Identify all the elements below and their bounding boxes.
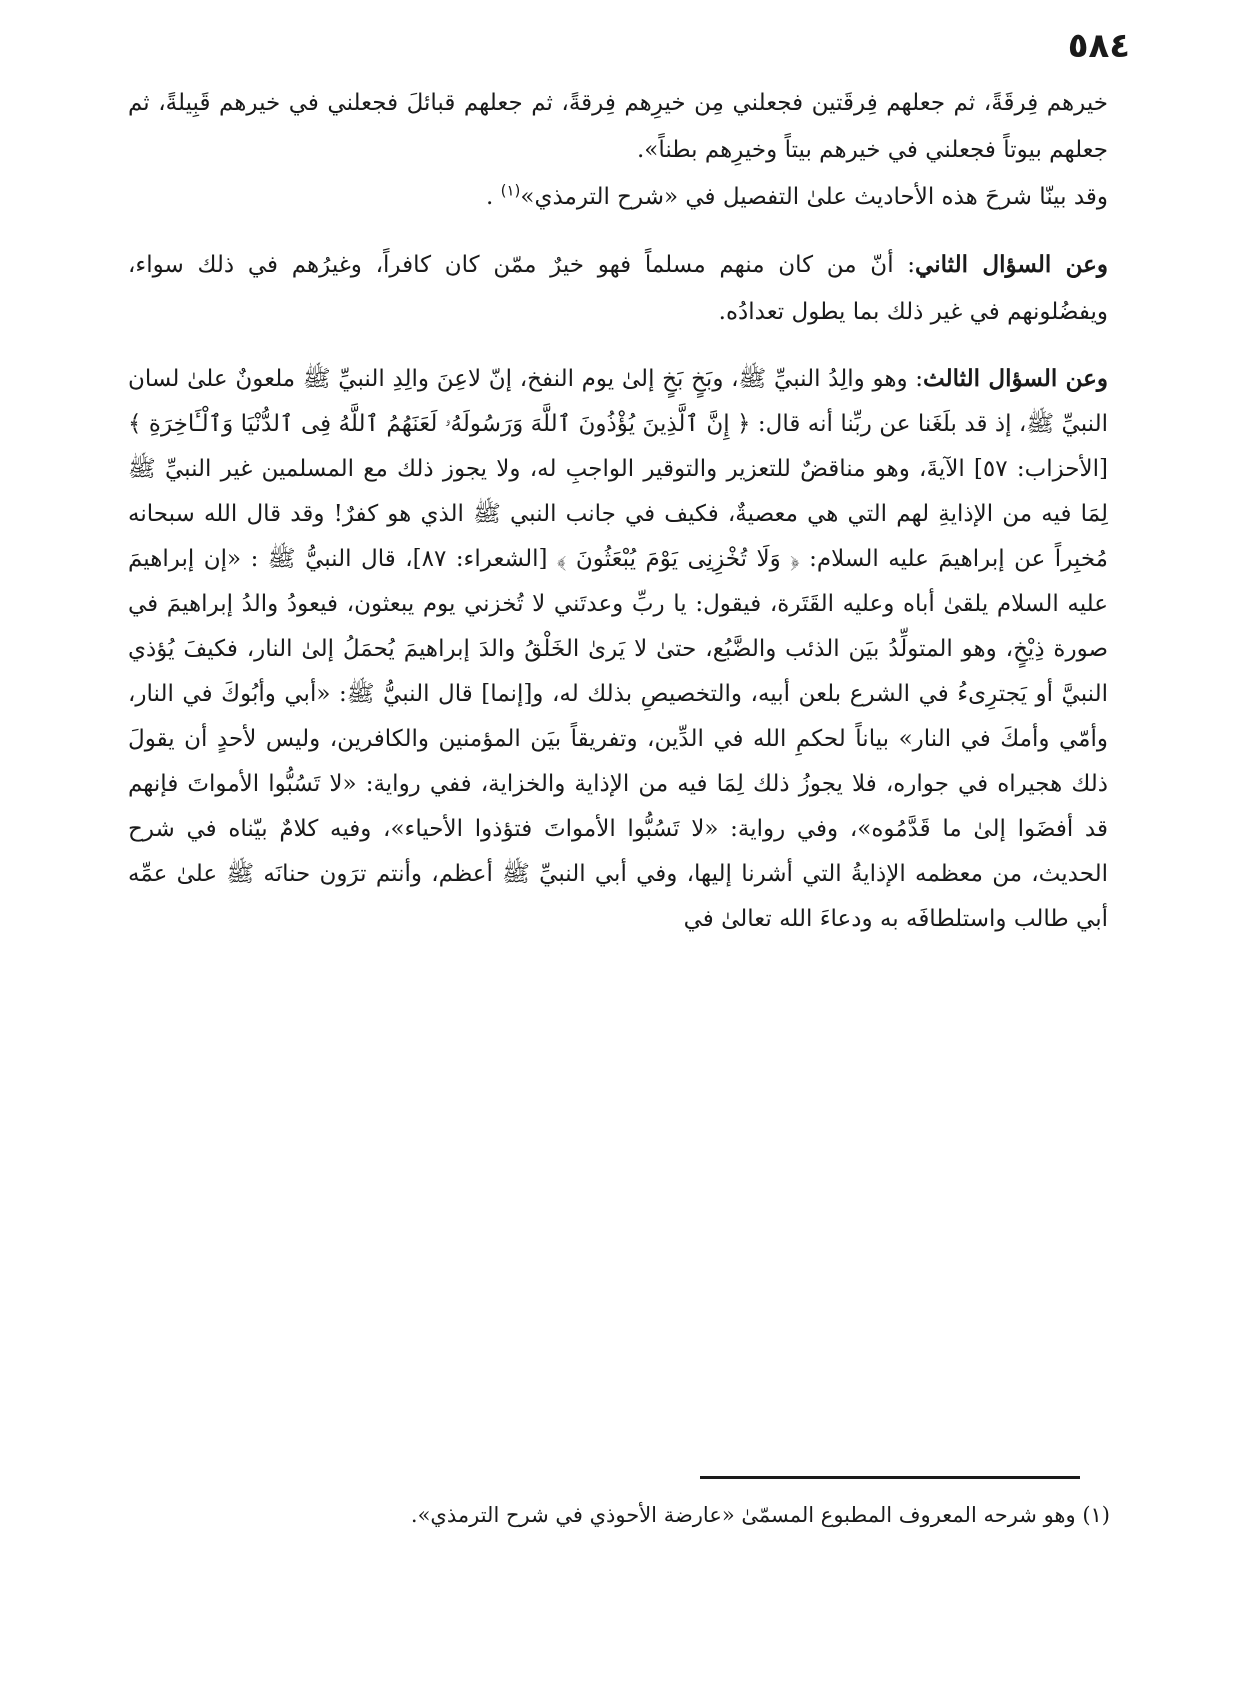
paragraph-1 [128,80,1108,221]
paragraph-2 [128,241,1108,336]
footnote-divider [700,1476,1080,1479]
footnote-reference: (١) [500,181,521,200]
paragraph-1-tail: . [485,184,501,210]
footnote-1 [128,1498,1110,1532]
footnote-marker: (١) [1082,1503,1110,1527]
main-text [128,80,1108,942]
paragraph-3-text: : وهو والِدُ النبيِّ ﷺ، وبَخٍ بَخٍ إلىٰ يوم النفخ، إنّ لاعِنَ والِدِ النبيِّ ﷺ ملعونٌ علىٰ لسان النبيِّ ﷺ، إذ قد بلَغَنا عن ربِّنا أنه قال: ﴿ إِنَّ ٱلَّذِينَ يُؤْذُونَ ٱللَّهَ وَرَسُولَهُۥ لَعَنَهُمُ ٱللَّهُ فِى ٱلدُّنْيَا وَٱلْـَٔاخِرَةِ ﴾ [الأحزاب: ٥٧] الآيةَ، وهو مناقضٌ للتعزير والتوقير الواجبِ له، ولا يجوز ذلك مع المسلمين غير النبيِّ ﷺ لِمَا فيه من الإذايةِ لهم التي هي معصيةٌ، فكيف في جانب النبي ﷺ الذي هو كفرٌ! وقد قال الله سبحانه مُخبِراً عن إبراهيمَ عليه السلام: ﴿ وَلَا تُخْزِنِى يَوْمَ يُبْعَثُونَ ﴾ [الشعراء: ٨٧]، قال النبيُّ ﷺ : «إن إبراهيمَ عليه السلام يلقىٰ أباه وعليه القَتَرة، فيقول: يا ربِّ وعدتَني لا تُخزني يوم يبعثون، فيعودُ والدُ إبراهيمَ في صورة ذِيْخٍ، وهو المتولِّدُ بيَن الذئب والضَّبُع، حتىٰ لا يَرىٰ الخَلْقُ والدَ إبراهيمَ يُحمَلُ إلىٰ النار، فكيفَ يُؤذي النبيَّ أو يَجترِىءُ في الشرع بلعن أبيه، والتخصيصِ بذلك له، و[إنما] قال النبيُّ ﷺ: «أبي وأبُوكَ في النار، وأمّي وأمكَ في النار» بياناً لحكمِ الله في الدِّين، وتفريقاً بيَن المؤمنين والكافرين، وليس لأحدٍ أن يقولَ ذلك هجيراه في جواره، فلا يجوزُ ذلك لِمَا فيه من الإذاية والخزاية، ففي رواية: «لا تَسُبُّوا الأمواتَ فإنهم قد أفضَوا إلىٰ ما قَدَّمُوه»، وفي رواية: «لا تَسُبُّوا الأمواتَ فتؤذوا الأحياء»، وفيه كلامٌ بيّناه في شرح الحديث، من معظمه الإذايةُ التي أشرنا إليها، وفي أبي النبيِّ ﷺ أعظم، وأنتم ترَون حنانَه ﷺ علىٰ عمِّه أبي طالب واستلطافَه به ودعاءَ الله تعالىٰ في [128,366,1109,932]
third-question-heading: وعن السؤال الثالث [923,365,1108,392]
footnote-text: وهو شرحه المعروف المطبوع المسمّىٰ «عارضة الأحوذي في شرح الترمذي». [410,1503,1083,1527]
paragraph-3 [128,356,1108,942]
page-number: ٥٨٤ [1067,26,1130,66]
paragraph-1-text: خيرهم فِرقَةً، ثم جعلهم فِرقَتين فجعلني مِن خيرِهم فِرقةً، ثم جعلهم قبائلَ فجعلني في خيرهم قَبِيلةً، ثم جعلهم بيوتاً فجعلني في خيرهم بيتاً وخيرِهم بطناً». وقد بينّا شرحَ هذه الأحاديث علىٰ التفصيل في «شرح الترمذي» [128,90,1108,210]
paragraph-2-text: : أنّ من كان منهم مسلماً فهو خيرٌ ممّن كان كافراً، وغيرُهم في ذلك سواء، ويفضُلونهم في غير ذلك بما يطول تعدادُه. [128,252,1108,325]
second-question-heading: وعن السؤال الثاني [915,251,1109,278]
